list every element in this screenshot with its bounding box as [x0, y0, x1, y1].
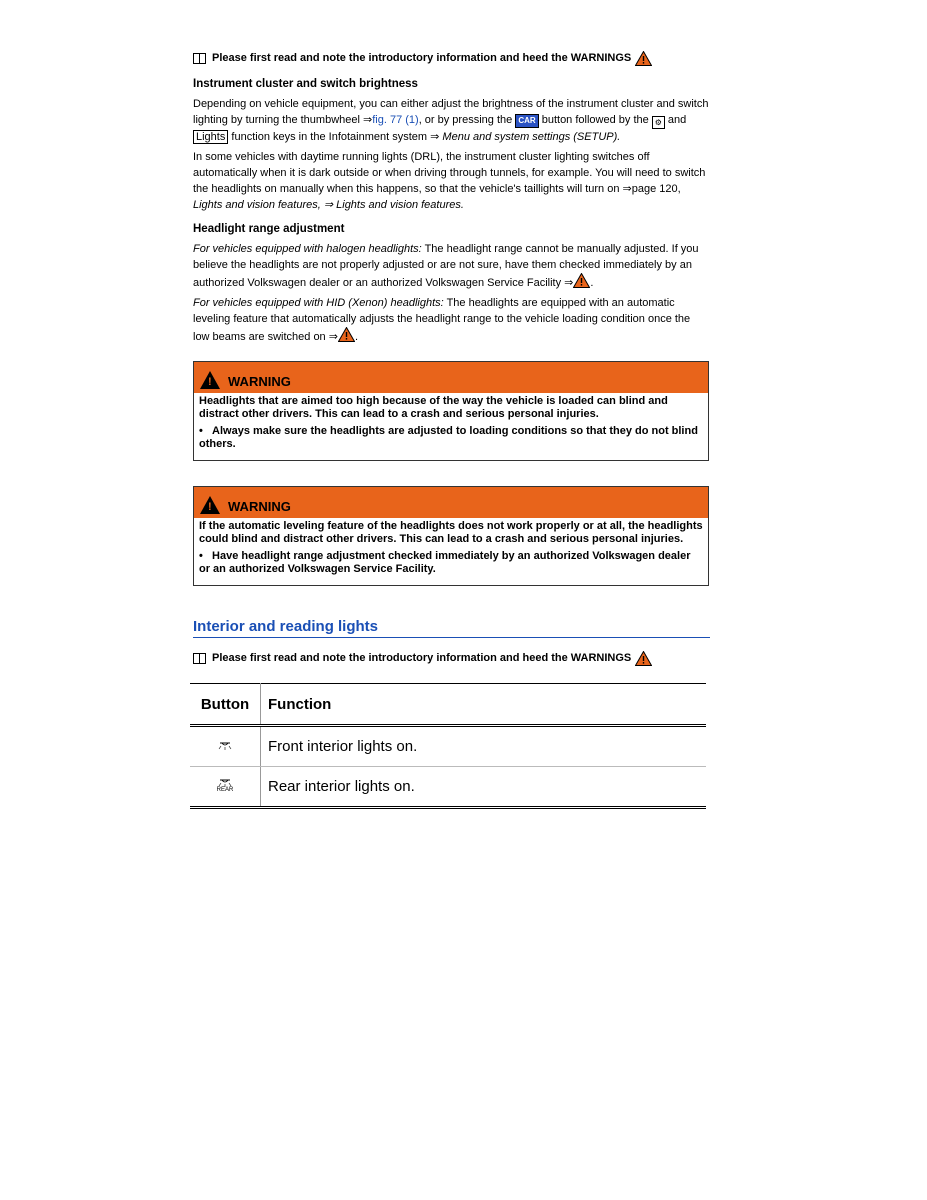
- warning-triangle-icon: [338, 327, 355, 342]
- function-text: Front interior lights on.: [261, 726, 707, 767]
- text: The headlight range cannot be manually adjusted. If you believe the headlights are not properly adjusted or are not sure, have them checked immediately by an authorized Volkswagen dealer or an authorized Volkswagen Service Facility ⇒: [193, 243, 699, 289]
- function-text: Rear interior lights on.: [261, 767, 707, 808]
- paragraph-brightness: [193, 96, 709, 145]
- text: function keys in the Infotainment system ⇒: [231, 131, 440, 143]
- page-content: [193, 48, 709, 586]
- text: The headlights are equipped with an automatic leveling feature that automatically adjusts the headlight range to the vehicle loading condition once the low beams are switched on ⇒: [193, 297, 691, 343]
- text: In some vehicles with daytime running lights (DRL), the instrument cluster lighting switches off automatically when it is dark outside or when driving through tunnels, for example. You will need to switch the headlights on manually when this happens, so that the vehicle's taillights will turn on ⇒page 120,: [193, 151, 706, 195]
- hid-label: For vehicles equipped with HID (Xenon) headlights:: [193, 297, 444, 309]
- paragraph-halogen: For vehicles equipped with halogen headlights: The headlight range cannot be manually adjusted. If you believe the headlights are not properly adjusted or are not sure, have them checked immediately by an authorized Volkswagen dealer or an authorized Volkswagen Service Facility ⇒ .: [193, 243, 699, 289]
- warning-triangle-icon: [635, 51, 652, 66]
- warning-header: [194, 487, 708, 518]
- setup-reference: Menu and system settings (SETUP).: [442, 131, 621, 143]
- section-heading-brightness: Instrument cluster and switch brightness: [193, 78, 418, 90]
- section-heading-range: Headlight range adjustment: [193, 223, 345, 235]
- intro-text: Please first read and note the introductory information and heed the WARNINGS: [212, 652, 632, 664]
- lights-key: Lights: [193, 130, 228, 144]
- text: button followed by the: [541, 114, 649, 126]
- rear-interior-light-icon: [190, 767, 261, 808]
- warning-text: If the automatic leveling feature of the headlights does not work properly or at all, the headlights could blind and distract other drivers. This can lead to a crash and serious personal injuries.: [199, 520, 703, 545]
- warning-title: WARNING: [228, 499, 291, 514]
- table-row: [190, 726, 706, 767]
- halogen-label: For vehicles equipped with halogen headlights:: [193, 243, 422, 255]
- paragraph-hid: For vehicles equipped with HID (Xenon) headlights: The headlights are equipped with an automatic leveling feature that automatically adjusts the headlight range to the vehicle loading condition once the low beams are switched on ⇒ .: [193, 297, 691, 343]
- warning-triangle-icon: [573, 273, 590, 288]
- intro-text: Please first read and note the introductory information and heed the WARNINGS: [212, 52, 632, 64]
- paragraph-drl: [193, 149, 709, 213]
- warning-triangle-icon: [635, 651, 652, 666]
- warning-title: WARNING: [228, 374, 291, 389]
- warning-bullet-text: Have headlight range adjustment checked immediately by an authorized Volkswagen dealer or an authorized Volkswagen Service Facility.: [199, 550, 691, 575]
- car-key: CAR: [515, 114, 538, 128]
- settings-key-icon: ⚙: [652, 116, 665, 129]
- section-title-interior-lights: Interior and reading lights: [193, 618, 710, 638]
- warning-icon: [200, 496, 220, 514]
- column-header-function: Function: [261, 684, 707, 726]
- intro-note: [193, 648, 652, 668]
- column-header-button: Button: [190, 684, 261, 726]
- warning-bullet: • Always make sure the headlights are adjusted to loading conditions so that they do not blind others.: [199, 425, 698, 450]
- table-header-row: [190, 684, 706, 726]
- text: and: [667, 114, 687, 126]
- book-icon: [193, 53, 206, 64]
- warning-body: [194, 393, 708, 460]
- rear-icon-label: REAR: [216, 787, 234, 793]
- intro-note: [193, 48, 709, 68]
- text: , or by pressing the: [418, 114, 513, 126]
- text: Depending on vehicle equipment, you can either adjust the brightness of the instrument cluster and switch lighting by turning the thumbwheel ⇒: [193, 98, 709, 126]
- warning-box: [193, 361, 709, 461]
- book-icon: [193, 653, 206, 664]
- interior-lights-table: [190, 683, 706, 809]
- warning-body: [194, 518, 708, 585]
- lights-reference: Lights and vision features, ⇒ Lights and vision features.: [193, 199, 464, 211]
- warning-text: Headlights that are aimed too high because of the way the vehicle is loaded can blind and distract other drivers. This can lead to a crash and serious personal injuries.: [199, 395, 668, 420]
- table-row: [190, 767, 706, 808]
- warning-header: [194, 362, 708, 393]
- figure-link[interactable]: fig. 77 (1): [372, 114, 419, 126]
- warning-icon: [200, 371, 220, 389]
- warning-box: [193, 486, 709, 586]
- front-interior-light-icon: [190, 726, 261, 767]
- warning-bullet: • Have headlight range adjustment checked immediately by an authorized Volkswagen dealer or an authorized Volkswagen Service Facility.: [199, 550, 691, 575]
- warning-bullet-text: Always make sure the headlights are adjusted to loading conditions so that they do not blind others.: [199, 425, 698, 450]
